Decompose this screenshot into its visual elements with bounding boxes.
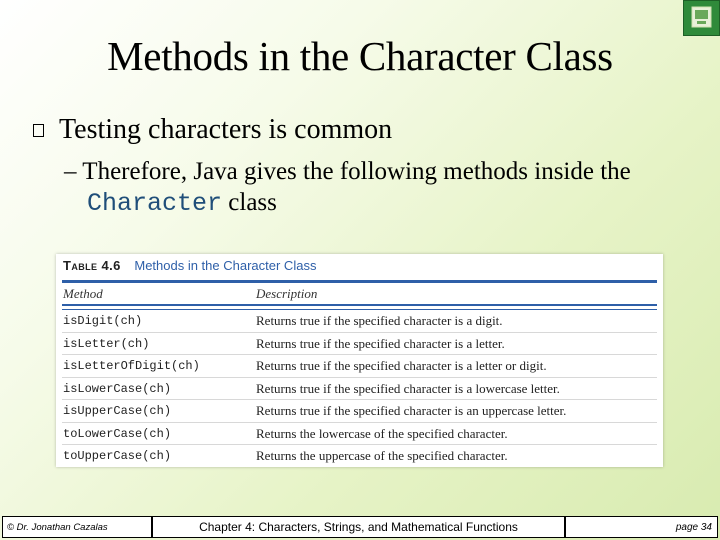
bullet-text: Testing characters is common <box>59 114 393 145</box>
table-row <box>56 333 663 356</box>
sub-bullet-line-1: – Therefore, Java gives the following methods inside the <box>64 158 631 185</box>
table-row <box>56 400 663 423</box>
column-header-description: Description <box>256 286 318 301</box>
bullet-box-icon <box>33 124 44 137</box>
table-caption <box>63 258 316 273</box>
method-name: isLetter(ch) <box>63 336 150 351</box>
sub-bullet-suffix: class <box>222 189 277 216</box>
table-row <box>56 423 663 446</box>
university-logo <box>683 0 720 36</box>
method-name: isDigit(ch) <box>63 314 143 328</box>
method-description: Returns true if the specified character is an uppercase letter. <box>256 403 567 418</box>
method-description: Returns the lowercase of the specified character. <box>256 425 508 441</box>
header-rule <box>62 304 657 306</box>
footer-chapter: Chapter 4: Characters, Strings, and Mathematical Functions <box>152 516 565 538</box>
method-name: toUpperCase(ch) <box>63 449 172 463</box>
sub-bullet <box>64 156 631 219</box>
method-description: Returns true if the specified character is a lowercase letter. <box>256 380 560 396</box>
method-name: isLowerCase(ch) <box>63 381 172 396</box>
table-row <box>56 378 663 401</box>
column-header-method: Method <box>63 286 103 301</box>
table-title: Methods in the Character Class <box>134 258 317 273</box>
method-description: Returns the uppercase of the specified character. <box>256 448 508 463</box>
method-name: isUpperCase(ch) <box>63 404 172 418</box>
table-label: Table 4.6 <box>63 258 121 273</box>
table-top-rule <box>62 280 657 283</box>
method-description: Returns true if the specified character is a letter or digit. <box>256 358 547 373</box>
table-row <box>56 355 663 378</box>
method-name: toLowerCase(ch) <box>63 426 172 441</box>
table-row <box>56 310 663 333</box>
character-class-code: Character <box>87 189 223 218</box>
footer-page-number: page 34 <box>565 516 718 538</box>
footer-author: © Dr. Jonathan Cazalas <box>2 516 152 538</box>
table-row <box>56 445 663 468</box>
methods-table <box>56 254 663 467</box>
method-description: Returns true if the specified character is a letter. <box>256 335 505 351</box>
sub-bullet-line-2 <box>64 187 631 219</box>
method-name: isLetterOfDigit(ch) <box>63 359 200 373</box>
method-description: Returns true if the specified character is a digit. <box>256 313 503 328</box>
bullet-item <box>33 114 392 146</box>
slide-footer <box>0 513 720 540</box>
slide-title: Methods in the Character Class <box>107 33 613 79</box>
